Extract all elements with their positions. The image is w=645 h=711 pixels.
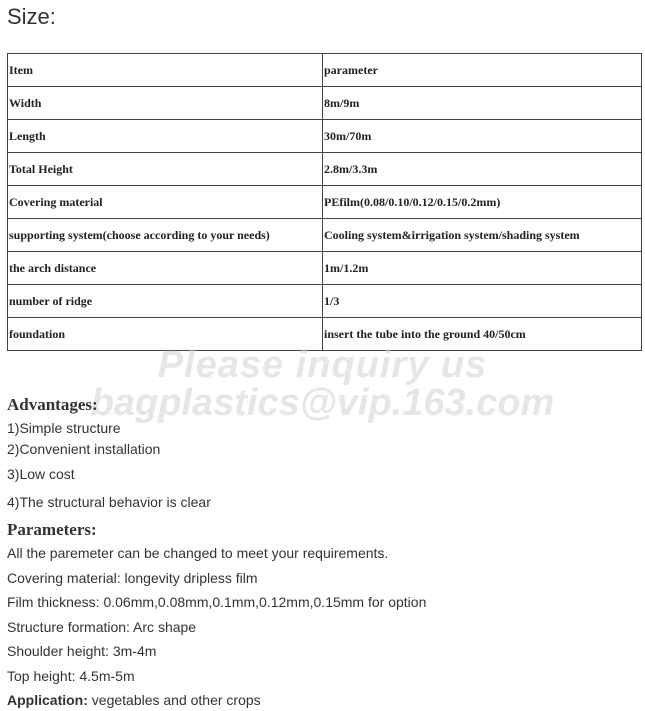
table-cell: 2.8m/3.3m [323,153,642,186]
advantages-heading: Advantages: [7,395,98,414]
table-row [8,186,642,219]
table-row [8,87,642,120]
spec-table [7,53,642,351]
table-cell: parameter [323,54,642,87]
table-cell: 1m/1.2m [323,252,642,285]
advantage-item: 1)Simple structure [7,420,121,436]
table-cell: Item [8,54,323,87]
table-cell: Total Height [8,153,323,186]
table-cell: the arch distance [8,252,323,285]
parameter-line: Top height: 4.5m-5m [7,668,135,684]
table-cell: Length [8,120,323,153]
table-row [8,285,642,318]
advantage-item: 3)Low cost [7,466,75,482]
application-line [7,692,261,708]
table-row [8,54,642,87]
table-row [8,318,642,351]
parameters-heading: Parameters: [7,520,97,539]
size-title: Size: [7,4,56,29]
table-row [8,252,642,285]
table-row [8,153,642,186]
advantage-item: 2)Convenient installation [7,441,161,457]
parameter-line: All the paremeter can be changed to meet your requirements. [7,545,389,561]
table-cell: supporting system(choose according to your needs) [8,219,323,252]
application-label: Application: [7,692,88,708]
table-cell: PEfilm(0.08/0.10/0.12/0.15/0.2mm) [323,186,642,219]
parameter-line: Shoulder height: 3m-4m [7,643,157,659]
advantage-item: 4)The structural behavior is clear [7,494,211,510]
table-cell: Width [8,87,323,120]
table-cell: 8m/9m [323,87,642,120]
application-value: vegetables and other crops [87,692,261,708]
table-cell: Covering material [8,186,323,219]
parameter-line: Structure formation: Arc shape [7,619,197,635]
table-cell: foundation [8,318,323,351]
table-cell: Cooling system&irrigation system/shading system [323,219,642,252]
table-cell: 30m/70m [323,120,642,153]
parameter-line: Film thickness: 0.06mm,0.08mm,0.1mm,0.12mm,0.15mm for option [7,594,427,610]
table-cell: number of ridge [8,285,323,318]
table-row [8,219,642,252]
watermark-line: bagplastics@vip.163.com [90,382,555,424]
watermark-line: Please inquiry us [157,344,488,386]
table-cell: insert the tube into the ground 40/50cm [323,318,642,351]
table-row [8,120,642,153]
table-cell: 1/3 [323,285,642,318]
parameter-line: Covering material: longevity dripless film [7,570,258,586]
